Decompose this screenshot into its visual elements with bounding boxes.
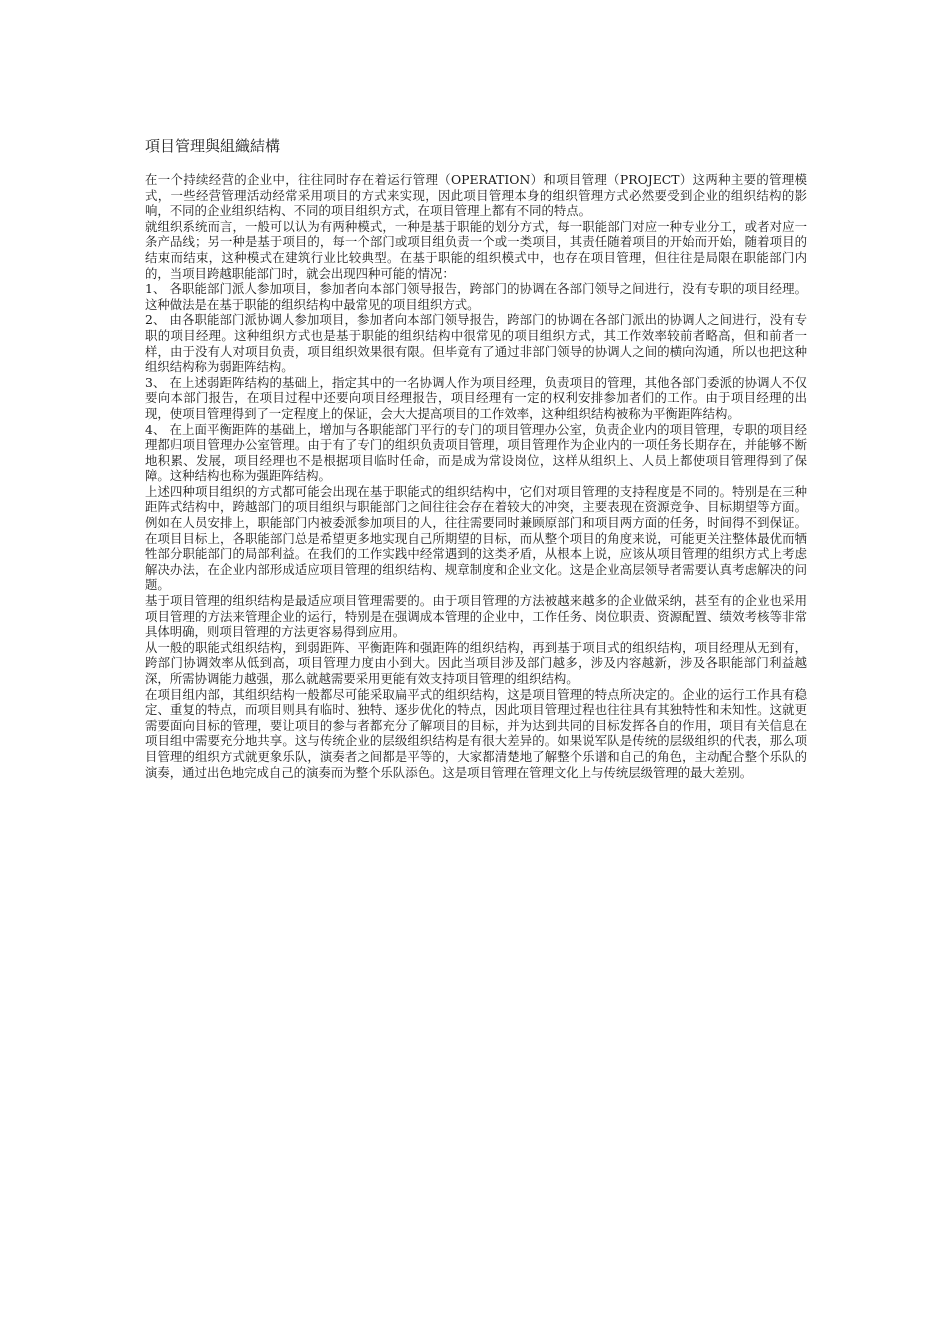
paragraph-progression: 从一般的职能式组织结构，到弱距阵、平衡距阵和强距阵的组织结构，再到基于项目式的组织结构，项目经理从无到有，跨部门协调效率从低到高，项目管理力度由小到大。因此当项目涉及部门越多，涉及内容越新，涉及各职能部门利益越深，所需协调能力越强，那么就越需要采用更能有效支持项目管理的组织结构。 — [145, 639, 807, 686]
paragraph-flat-structure: 在项目组内部，其组织结构一般都尽可能采取扁平式的组织结构，这是项目管理的特点所决定的。企业的运行工作具有稳定、重复的特点，而项目则具有临时、独特、逐步优化的特点，因此项目管理过程也往往具有其独特性和未知性。这就更需要面向目标的管理，要让项目的参与者都充分了解项目的目标，并为达到共同的目标发挥各自的作用，项目有关信息在项目组中需要充分地共享。这与传统企业的层级组织结构是有很大差异的。如果说军队是传统的层级组织的代表，那么项目管理的组织方式就更象乐队，演奏者之间都是平等的，大家都清楚地了解整个乐谱和自己的角色，主动配合整个乐队的演奏，通过出色地完成自己的演奏而为整个乐队添色。这是项目管理在管理文化上与传统层级管理的最大差别。 — [145, 686, 807, 780]
paragraph-case-2: 2、 由各职能部门派协调人参加项目，参加者向本部门领导报告，跨部门的协调在各部门派出的协调人之间进行，没有专职的项目经理。这种组织方式也是基于职能的组织结构中很常见的项目组织方式，其工作效率较前者略高，但和前者一样，由于没有人对项目负责，项目组织效果很有限。但毕竟有了通过非部门领导的协调人之间的横向沟通，所以也把这种组织结构称为弱距阵结构。 — [145, 312, 807, 375]
paragraph-matrix-conflicts: 上述四种项目组织的方式都可能会出现在基于职能式的组织结构中，它们对项目管理的支持程度是不同的。特别是在三种距阵式结构中，跨越部门的项目组织与职能部门之间往往会存在着较大的冲突，主要表现在资源竞争、目标期望等方面。例如在人员安排上，职能部门内被委派参加项目的人，往往需要同时兼顾原部门和项目两方面的任务，时间得不到保证。在项目目标上，各职能部门总是希望更多地实现自己所期望的目标，而从整个项目的角度来说，可能更关注整体最优而牺牲部分职能部门的局部利益。在我们的工作实践中经常遇到的这类矛盾，从根本上说，应该从项目管理的组织方式上考虑解决办法，在企业内部形成适应项目管理的组织结构、规章制度和企业文化。这是企业高层领导者需要认真考虑解决的问题。 — [145, 483, 807, 593]
document-title: 項目管理與組織結構 — [145, 137, 281, 155]
paragraph-case-1: 1、 各职能部门派人参加项目，参加者向本部门领导报告，跨部门的协调在各部门领导之间进行，没有专职的项目经理。这种做法是在基于职能的组织结构中最常见的项目组织方式。 — [145, 281, 807, 312]
paragraph-case-3: 3、 在上述弱距阵结构的基础上，指定其中的一名协调人作为项目经理，负责项目的管理，其他各部门委派的协调人不仅要向本部门报告，在项目过程中还要向项目经理报告，项目经理有一定的权利安排参加者们的工作。由于项目经理的出现，使项目管理得到了一定程度上的保证，会大大提高项目的工作效率，这种组织结构被称为平衡距阵结构。 — [145, 374, 807, 421]
paragraph-intro: 在一个持续经营的企业中，往往同时存在着运行管理（OPERATION）和项目管理（PROJECT）这两种主要的管理模式，一些经营管理活动经常采用项目的方式来实现，因此项目管理本身的组织管理方式必然要受到企业的组织结构的影响，不同的企业组织结构、不同的项目组织方式，在项目管理上都有不同的特点。 — [145, 172, 807, 219]
paragraph-case-4: 4、 在上面平衡距阵的基础上，增加与各职能部门平行的专门的项目管理办公室，负责企业内的项目管理，专职的项目经理都归项目管理办公室管理。由于有了专门的组织负责项目管理，项目管理作为企业内的一项任务长期存在，并能够不断地积累、发展，项目经理也不是根据项目临时任命，而是成为常设岗位，这样从组织上、人员上都使项目管理得到了保障。这种结构也称为强距阵结构。 — [145, 421, 807, 484]
paragraph-organization-modes: 就组织系统而言，一般可以认为有两种模式，一种是基于职能的划分方式，每一职能部门对应一种专业分工，或者对应一条产品线；另一种是基于项目的，每一个部门或项目组负责一个或一类项目，其责任随着项目的开始而开始，随着项目的结束而结束，这种模式在建筑行业比较典型。在基于职能的组织模式中，也存在项目管理，但往往是局限在职能部门内的，当项目跨越职能部门时，就会出现四种可能的情况： — [145, 218, 807, 281]
document-body — [145, 172, 807, 780]
paragraph-project-based: 基于项目管理的组织结构是最适应项目管理需要的。由于项目管理的方法被越来越多的企业做采纳，甚至有的企业也采用项目管理的方法来管理企业的运行，特别是在强调成本管理的企业中，工作任务、岗位职责、资源配置、绩效考核等非常具体明确，则项目管理的方法更容易得到应用。 — [145, 593, 807, 640]
